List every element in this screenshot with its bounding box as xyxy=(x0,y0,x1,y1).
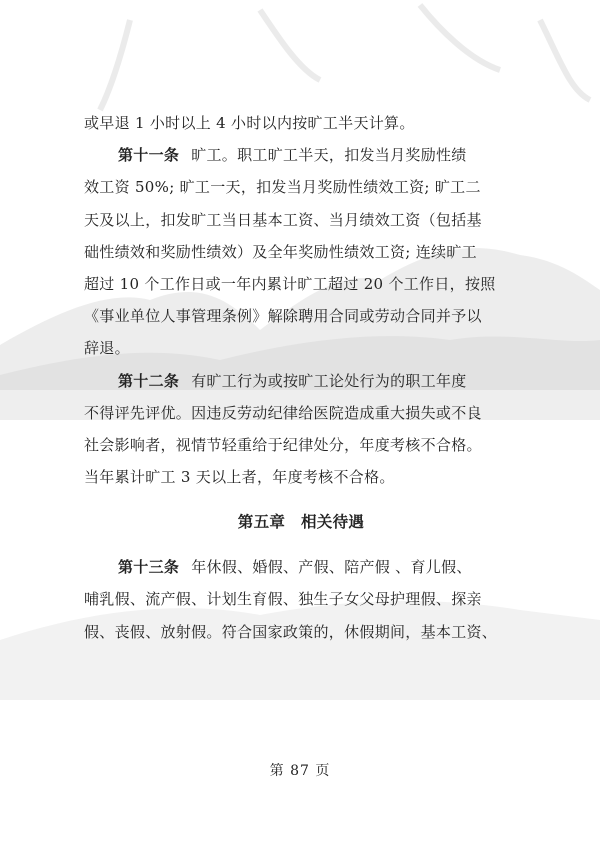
chapter-heading: 第五章 相关待遇 xyxy=(237,512,365,532)
text-line: 假、丧假、放射假。符合国家政策的，休假期间，基本工资、 xyxy=(84,622,498,641)
text-line: 哺乳假、流产假、计划生育假、独生子女父母护理假、探亲 xyxy=(84,590,482,609)
body-text xyxy=(84,107,518,648)
text-line: 效工资 50%; 旷工一天，扣发当月奖励性绩效工资; 旷工二 xyxy=(84,178,481,197)
text-line: 旷工。职工旷工半天，扣发当月奖励性绩 xyxy=(191,146,467,165)
article-12-first-line xyxy=(84,365,518,397)
text-line: 有旷工行为或按旷工论处行为的职工年度 xyxy=(191,371,467,390)
article-13-first-line xyxy=(84,551,518,583)
text-line: 《事业单位人事管理条例》解除聘用合同或劳动合同并予以 xyxy=(84,307,482,326)
text-line: 辞退。 xyxy=(84,339,130,358)
page-number: 第 87 页 xyxy=(269,763,331,779)
text-line: 社会影响者，视情节轻重给于纪律处分，年度考核不合格。 xyxy=(84,435,482,454)
text-line: 础性绩效和奖励性绩效）及全年奖励性绩效工资; 连续旷工 xyxy=(84,242,477,261)
text-line: 超过 10 个工作日或一年内累计旷工超过 20 个工作日，按照 xyxy=(84,274,496,293)
text-line: 不得评先评优。因违反劳动纪律给医院造成重大损失或不良 xyxy=(84,403,482,422)
text-line: 或早退 1 小时以上 4 小时以内按旷工半天计算。 xyxy=(84,114,415,132)
article-11-label: 第十一条 xyxy=(118,146,180,165)
article-12-label: 第十二条 xyxy=(118,371,180,390)
text-line: 当年累计旷工 3 天以上者，年度考核不合格。 xyxy=(84,468,395,487)
article-11-first-line xyxy=(84,139,518,171)
text-line: 天及以上，扣发旷工当日基本工资、当月绩效工资（包括基 xyxy=(84,210,482,229)
article-13-label: 第十三条 xyxy=(118,558,180,577)
text-line: 年休假、婚假、产假、陪产假 、育儿假、 xyxy=(191,558,472,577)
